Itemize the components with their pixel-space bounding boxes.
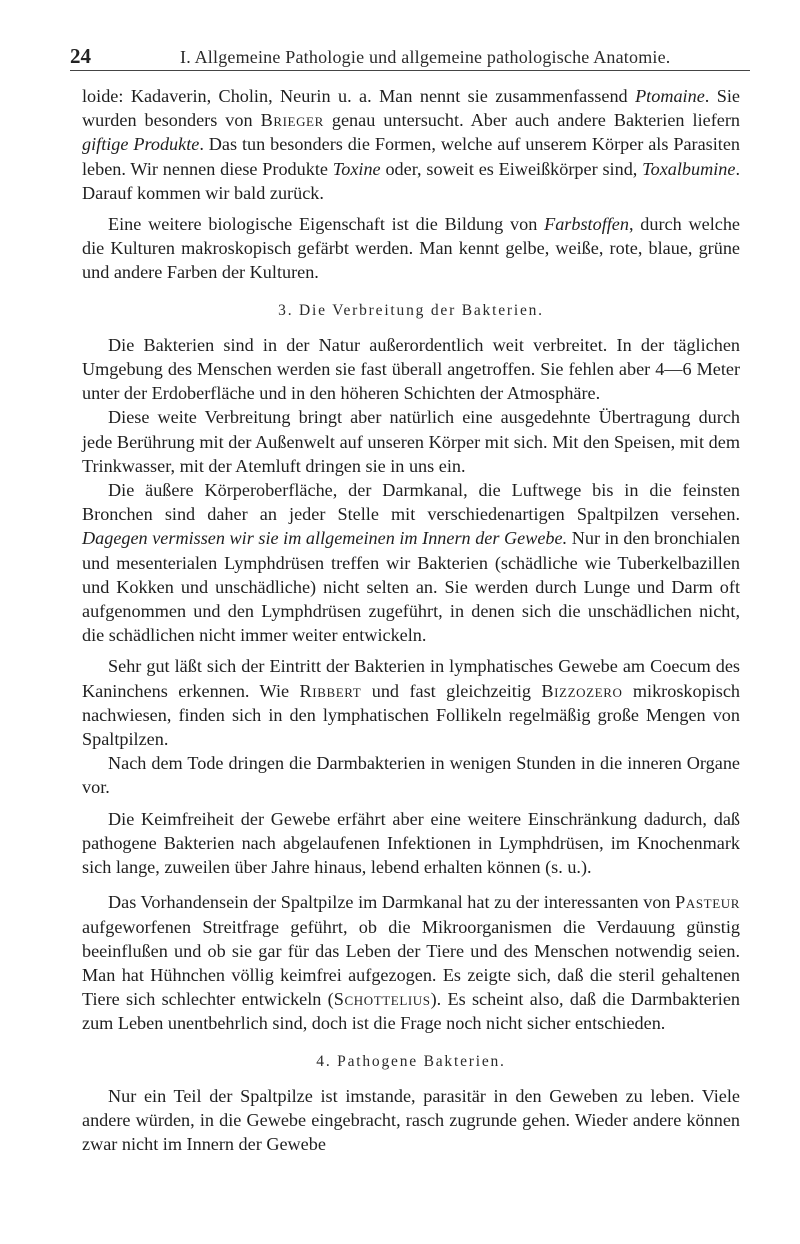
paragraph-darmkanal: Das Vorhandensein der Spaltpilze im Darmkanal hat zu der interessanten von Pasteur aufgeworfenen Streitfrage geführt, ob die Mikroorganismen die Verdauung günstig beeinflußen und ob sie gar für das Leben der Tiere und des Menschen notwendig seien. Man hat Hühnchen völlig keimfrei aufgezogen. Es zeigte sich, daß die steril gehaltenen Tiere sich schlechter entwickeln (Schottelius). Es scheint also, daß die Darmbakterien zum Leben unentbehrlich sind, doch ist die Frage noch nicht sicher entschieden. (82, 892, 741, 1034)
paragraph-ptomaine: loide: Kadaverin, Cholin, Neurin u. a. Man nennt sie zusammenfassend Ptomaine. Sie wurden besonders von Brieger genau untersucht. Aber auch andere Bakterien liefern giftige Produkte. Das tun besonders die Formen, welche auf unserem Körper als Parasiten leben. Wir nennen diese Produkte Toxine oder, soweit es Eiweißkörper sind, Toxalbumine. Darauf kommen wir bald zurück. (82, 86, 741, 203)
running-title: I. Allgemeine Pathologie und allgemeine pathologische Anatomie. (180, 47, 671, 67)
section-heading-verbreitung: 3. Die Verbreitung der Bakterien. (278, 301, 544, 319)
paragraph-parasitaer: Nur ein Teil der Spaltpilze ist imstande, parasitär in den Geweben zu leben. Viele andere würden, in die Gewebe eingebracht, rasch zugrunde gehen. Wieder andere können zwar nicht im Innern der Gewebe (82, 1085, 740, 1155)
paragraph-farbstoffe: Eine weitere biologische Eigenschaft ist die Bildung von Farbstoffen, durch welche die Kulturen makroskopisch gefärbt werden. Man kennt gelbe, weiße, rote, blaue, grüne und andere Farben der Kulturen. (82, 214, 740, 283)
running-header (70, 42, 750, 71)
body-text (82, 84, 740, 1156)
paragraph-uebertragung: Diese weite Verbreitung bringt aber natürlich eine ausgedehnte Übertragung durch jede Berührung mit der Außenwelt auf unseren Körper mit sich. Mit den Speisen, mit dem Trinkwasser, mit der Atemluft dringen sie in uns ein. (82, 407, 740, 476)
paragraph-koerperoberflaeche: Die äußere Körperoberfläche, der Darmkanal, die Luftwege bis in die feinsten Bronchen sind daher an jeder Stelle mit verschiedenartigen Spaltpilzen versehen. Dagegen vermissen wir sie im allgemeinen im Innern der Gewebe. Nur in den bronchialen und mesenterialen Lymphdrüsen treffen wir Bakterien (schädliche wie Tuberkelbazillen und Kokken und unschädliche) nicht selten an. Sie werden durch Lunge und Darm oft aufgenommen und den Lymphdrüsen zugeführt, in denen sich die unschädlichen nicht, die schädlichen nicht immer weiter entwickeln. (82, 480, 740, 646)
paragraph-keimfreiheit: Die Keimfreiheit der Gewebe erfährt aber eine weitere Einschränkung dadurch, daß pathogene Bakterien nach abgelaufenen Infektionen in Lymphdrüsen, im Knochenmark sich lange, zuweilen über Jahre hinaus, lebend erhalten können (s. u.). (82, 808, 740, 878)
section-heading-pathogene: 4. Pathogene Bakterien. (316, 1052, 506, 1070)
page-number: 24 (70, 44, 91, 68)
paragraph-verbreitung: Die Bakterien sind in der Natur außerordentlich weit verbreitet. In der täglichen Umgebung des Menschen werden sie fast überall angetroffen. Sie fehlen aber 4—6 Meter unter der Erdoberfläche und in den höheren Schichten der Atmosphäre. (82, 334, 740, 404)
paragraph-tod: Nach dem Tode dringen die Darmbakterien in wenigen Stunden in die inneren Organe vor. (82, 753, 740, 798)
paragraph-coecum: Sehr gut läßt sich der Eintritt der Bakterien in lymphatisches Gewebe am Coecum des Kaninchens erkennen. Wie Ribbert und fast gleichzeitig Bizzozero mikroskopisch nachwiesen, finden sich in den lymphatischen Follikeln regelmäßig große Mengen von Spaltpilzen. (82, 656, 740, 750)
